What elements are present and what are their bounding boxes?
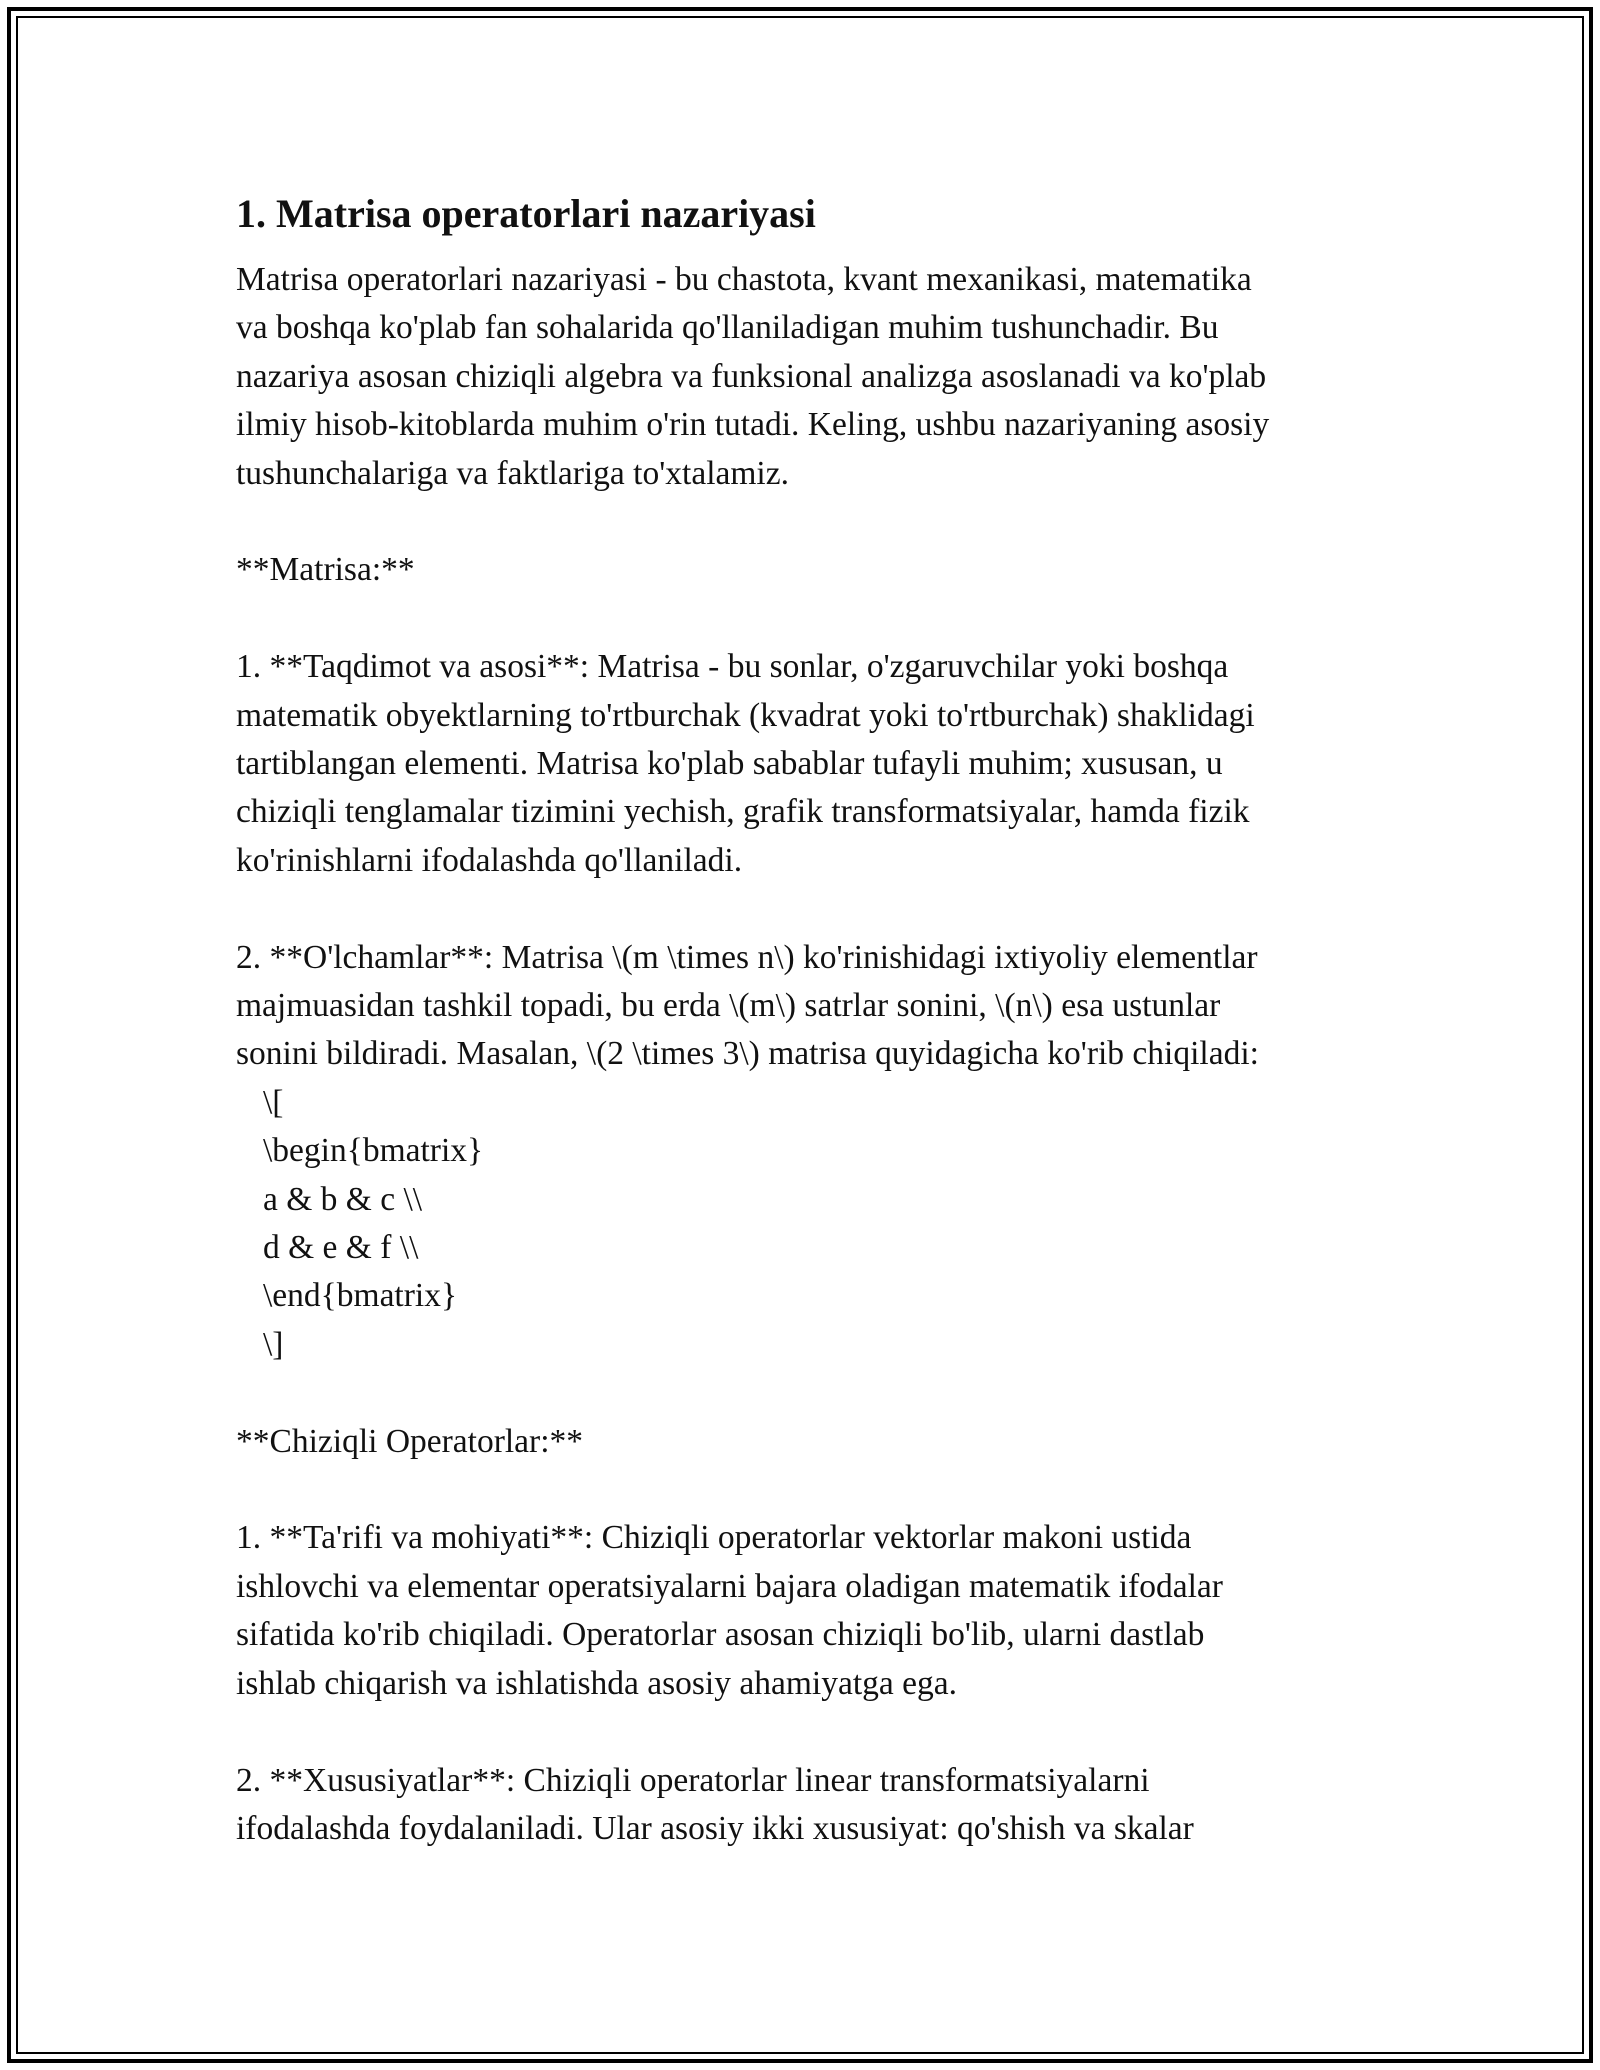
text-line: ilmiy hisob-kitoblarda muhim o'rin tutadi. Keling, ushbu nazariyaning asosiy	[236, 406, 1270, 444]
operator-item-2	[236, 1757, 1386, 1854]
text-line: sifatida ko'rib chiqiladi. Operatorlar asosan chiziqli bo'lib, ularni dastlab	[236, 1616, 1205, 1654]
spacer	[236, 885, 1386, 933]
latex-line: \[	[263, 1083, 284, 1121]
text-line: nazariya asosan chiziqli algebra va funksional analizga asoslanadi va ko'plab	[236, 357, 1267, 395]
latex-matrix-block	[236, 1079, 1386, 1369]
text-line: majmuasidan tashkil topadi, bu erda \(m\) satrlar sonini, \(n\) esa ustunlar	[236, 987, 1221, 1025]
text-line: tartiblangan elementi. Matrisa ko'plab sabablar tufayli muhim; xususan, u	[236, 745, 1223, 783]
spacer	[236, 595, 1386, 643]
latex-line: \begin{bmatrix}	[263, 1132, 484, 1170]
latex-line: a & b & c \\	[263, 1180, 423, 1218]
text-line: ishlab chiqarish va ishlatishda asosiy ahamiyatga ega.	[236, 1664, 957, 1702]
latex-line: d & e & f \\	[263, 1229, 419, 1267]
operator-item-1	[236, 1514, 1386, 1708]
spacer	[236, 1369, 1386, 1417]
latex-line: \end{bmatrix}	[263, 1277, 458, 1315]
text-line: ishlovchi va elementar operatsiyalarni bajara oladigan matematik ifodalar	[236, 1567, 1223, 1605]
text-line: matematik obyektlarning to'rtburchak (kvadrat yoki to'rtburchak) shaklidagi	[236, 696, 1255, 734]
matrisa-item-2	[236, 934, 1386, 1079]
document-page	[236, 186, 1386, 1853]
spacer	[236, 1466, 1386, 1514]
matrisa-subheading: **Matrisa:**	[236, 551, 415, 589]
text-line: va boshqa ko'plab fan sohalarida qo'llaniladigan muhim tushunchadir. Bu	[236, 309, 1219, 347]
text-line: Matrisa operatorlari nazariyasi - bu chastota, kvant mexanikasi, matematika	[236, 261, 1252, 298]
spacer	[236, 1708, 1386, 1756]
text-line: 2. **O'lchamlar**: Matrisa \(m \times n\) ko'rinishidagi ixtiyoliy elementlar	[236, 938, 1258, 976]
text-line: 1. **Taqdimot va asosi**: Matrisa - bu sonlar, o'zgaruvchilar yoki boshqa	[236, 648, 1229, 686]
text-line: tushunchalariga va faktlariga to'xtalamiz.	[236, 454, 789, 492]
latex-line: \]	[263, 1325, 284, 1363]
matrisa-item-1	[236, 643, 1386, 885]
text-line: 1. **Ta'rifi va mohiyati**: Chiziqli operatorlar vektorlar makoni ustida	[236, 1519, 1192, 1557]
intro-paragraph	[236, 256, 1386, 498]
text-line: 2. **Xususiyatlar**: Chiziqli operatorlar linear transformatsiyalarni	[236, 1761, 1150, 1799]
operator-subheading: **Chiziqli Operatorlar:**	[236, 1422, 584, 1460]
text-line: ifodalashda foydalaniladi. Ular asosiy ikki xususiyat: qo'shish va skalar	[236, 1809, 1194, 1847]
spacer	[236, 498, 1386, 546]
text-line: sonini bildiradi. Masalan, \(2 \times 3\) matrisa quyidagicha ko'rib chiqiladi:	[236, 1035, 1259, 1073]
text-line: chiziqli tenglamalar tizimini yechish, grafik transformatsiyalar, hamda fizik	[236, 793, 1250, 831]
section-heading: 1. Matrisa operatorlari nazariyasi	[236, 191, 816, 236]
text-line: ko'rinishlarni ifodalashda qo'llaniladi.	[236, 841, 743, 879]
